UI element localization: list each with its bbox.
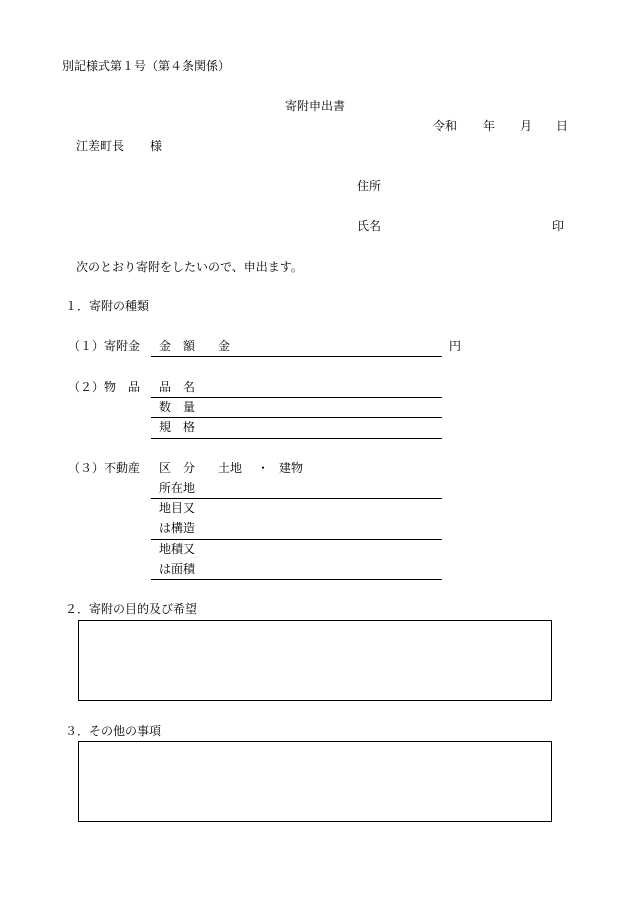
- address-label: 住所: [357, 179, 382, 193]
- section2-heading: ２．寄附の目的及び希望: [65, 602, 198, 616]
- landuse-label-line1: 地目又: [159, 501, 196, 515]
- property-label: （３）不動産: [68, 461, 141, 475]
- seal-mark: 印: [552, 219, 565, 233]
- goods-label: （２）物 品: [68, 380, 141, 394]
- goods-name-line: [151, 397, 442, 398]
- goods-spec-label: 規 格: [159, 420, 196, 434]
- option-land: 土地: [218, 461, 243, 475]
- property-location-label: 所在地: [159, 481, 196, 495]
- other-matters-box[interactable]: [78, 741, 552, 822]
- location-line: [151, 498, 442, 499]
- purpose-box[interactable]: [78, 620, 552, 701]
- intro-text: 次のとおり寄附をしたいので、申出ます。: [76, 260, 303, 274]
- section3-heading: ３．その他の事項: [65, 724, 162, 738]
- goods-qty-label: 数 量: [159, 400, 196, 414]
- name-label: 氏名: [357, 219, 382, 233]
- date-day-label: 日: [556, 119, 569, 133]
- addressee-honorific: 様: [150, 139, 163, 153]
- area-line: [151, 579, 442, 580]
- document-title: 寄附申出書: [285, 99, 346, 113]
- goods-name-label: 品 名: [159, 380, 196, 394]
- date-era: 令和: [433, 119, 458, 133]
- money-label: （１）寄附金: [68, 339, 141, 353]
- amount-line: [151, 356, 442, 357]
- option-building: 建物: [279, 461, 304, 475]
- addressee-name: 江差町長: [76, 139, 125, 153]
- section1-heading: １．寄附の種類: [65, 299, 150, 313]
- amount-prefix: 金: [218, 339, 231, 353]
- date-year-label: 年: [483, 119, 496, 133]
- amount-unit: 円: [449, 339, 462, 353]
- landuse-line: [151, 539, 442, 540]
- amount-label: 金 額: [159, 339, 196, 353]
- area-label-line1: 地積又: [159, 542, 196, 556]
- goods-spec-line: [151, 438, 442, 439]
- landuse-label-line2: は構造: [159, 521, 196, 535]
- goods-qty-line: [151, 417, 442, 418]
- property-category-label: 区 分: [159, 461, 196, 475]
- option-separator: ・: [257, 461, 270, 475]
- area-label-line2: は面積: [159, 562, 196, 576]
- date-month-label: 月: [520, 119, 533, 133]
- form-number: 別記様式第１号（第４条関係）: [62, 59, 231, 73]
